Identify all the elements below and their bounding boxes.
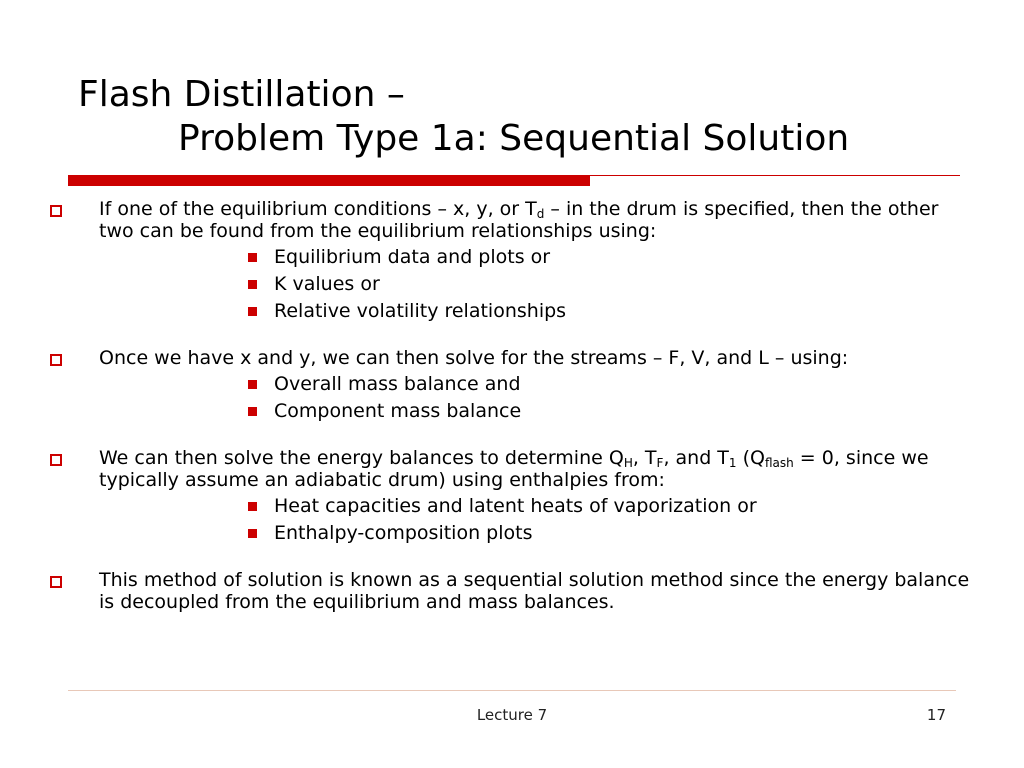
list-item: Equilibrium data and plots or [236,244,978,271]
list-item: Overall mass balance and [236,371,978,398]
hollow-square-bullet-icon [50,354,62,366]
list-item: Component mass balance [236,398,978,425]
sub-list [99,371,978,425]
hollow-square-bullet-icon [50,205,62,217]
bullet-solve-streams [48,347,978,425]
solid-square-bullet-icon [248,280,257,289]
solid-square-bullet-icon [248,529,257,538]
bullet-text: Once we have x and y, we can then solve for the streams – F, V, and L – using: [99,347,849,369]
bullet-text: This method of solution is known as a sequential solution method since the energy balance is decoupled from the equilibrium and mass balances. [99,569,970,613]
solid-square-bullet-icon [248,407,257,416]
title-line-1: Flash Distillation – [78,74,405,115]
bullet-equilibrium-conditions [48,198,978,325]
list-item: Enthalpy-composition plots [236,520,978,547]
hollow-square-bullet-icon [50,454,62,466]
footer-divider [68,690,956,691]
bullet-energy-balances [48,447,978,547]
title-underline-thick [68,175,590,186]
title-line-2: Problem Type 1a: Sequential Solution [178,118,850,159]
sub-list [99,493,978,547]
hollow-square-bullet-icon [50,576,62,588]
title-underline-thin [590,175,960,176]
solid-square-bullet-icon [248,380,257,389]
solid-square-bullet-icon [248,307,257,316]
bullet-text: If one of the equilibrium conditions – x, y, or $T_d$ – in the drum is specified, then the other two can be found from the equilibrium relationships using: [99,198,939,242]
list-item: Relative volatility relationships [236,298,978,325]
slide-title [78,73,849,161]
list-item: K values or [236,271,978,298]
slide-number: 17 [926,706,946,724]
bullet-text: We can then solve the energy balances to determine $Q_H$, $T_F$, and $T_1$ ($Q_{flash} = 0$, since we typically assume an adiabatic drum) using enthalpies from: [99,447,929,491]
sub-list [99,244,978,325]
footer-lecture-label: Lecture 7 [476,706,548,724]
solid-square-bullet-icon [248,502,257,511]
list-item: Heat capacities and latent heats of vaporization or [236,493,978,520]
solid-square-bullet-icon [248,253,257,262]
bullet-sequential-method [48,569,978,613]
slide-content [48,198,978,613]
